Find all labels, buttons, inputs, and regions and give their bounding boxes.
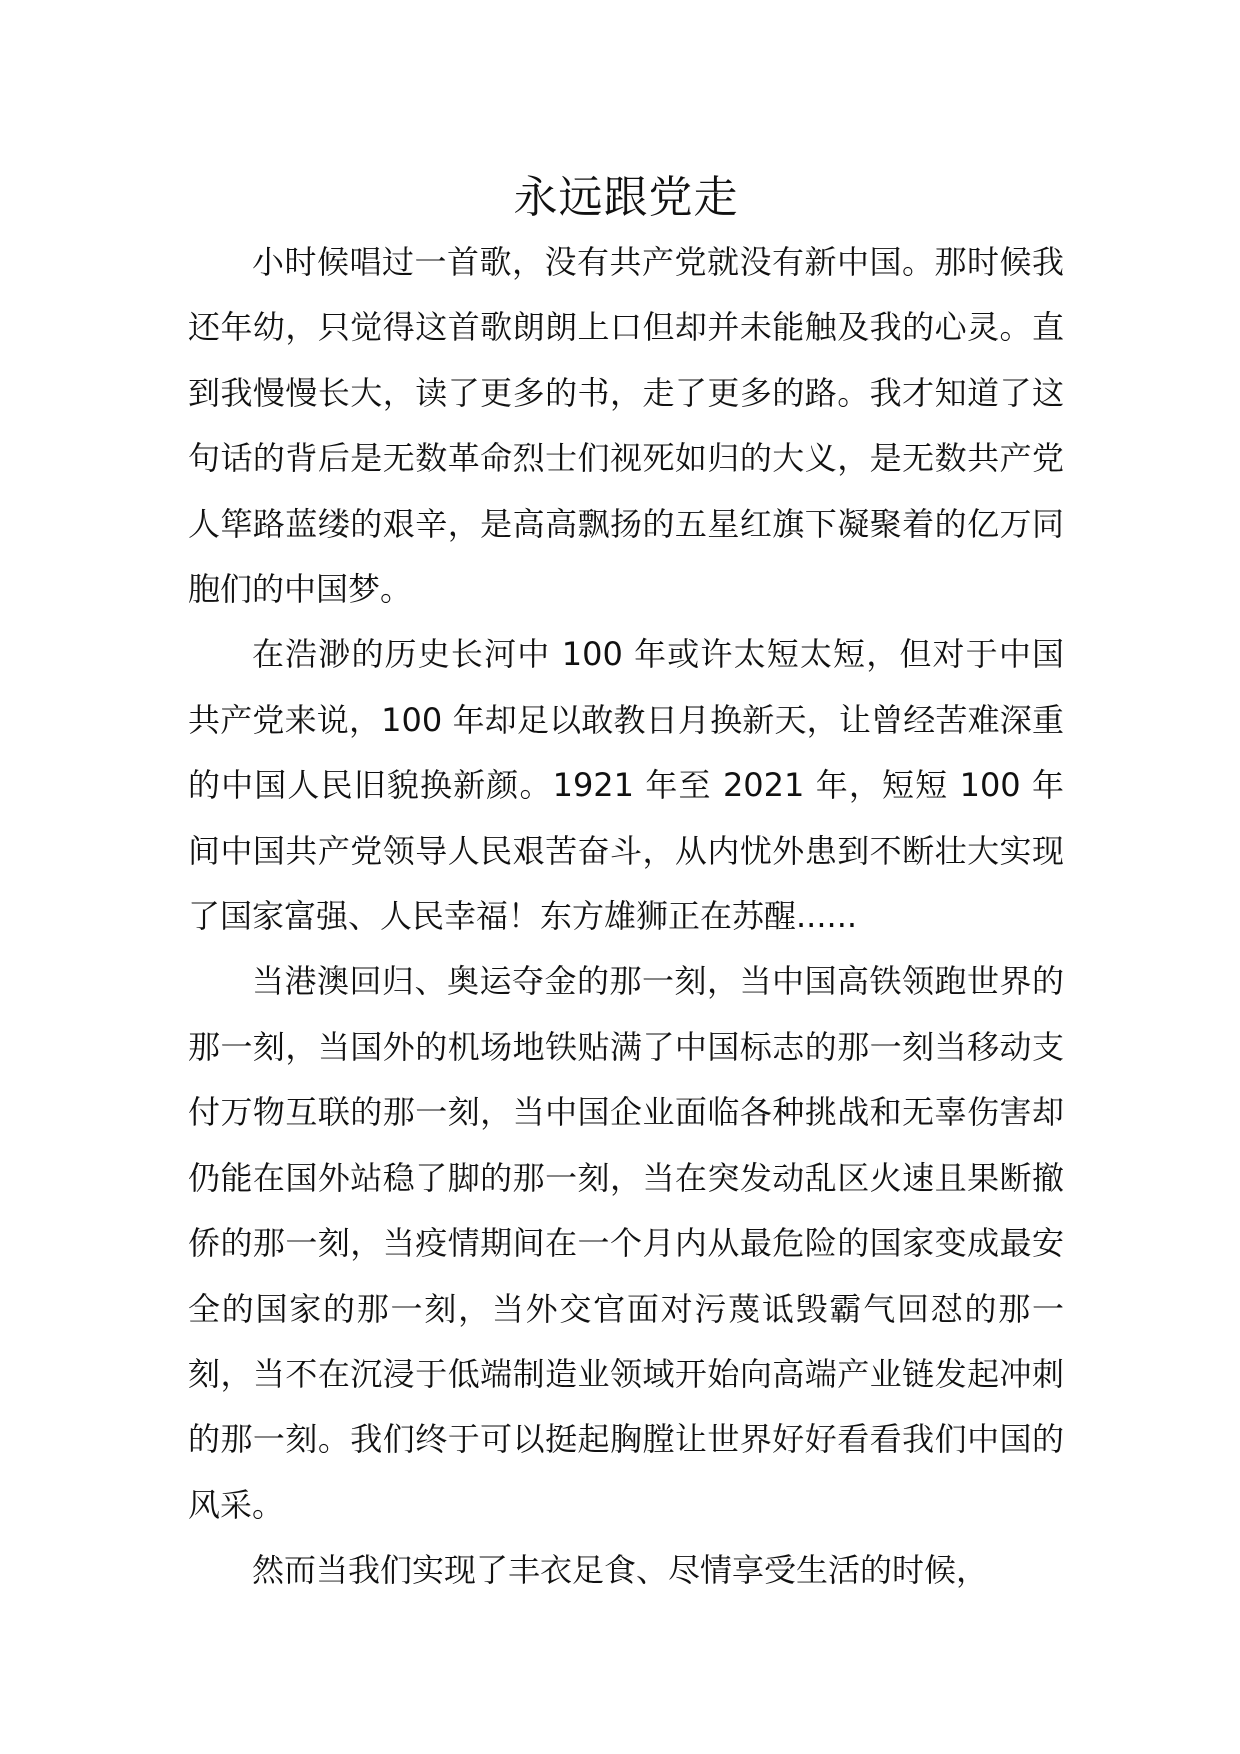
paragraph-3: 当港澳回归、奥运夺金的那一刻，当中国高铁领跑世界的那一刻，当国外的机场地铁贴满了中国标志的那一刻当移动支付万物互联的那一刻，当中国企业面临各种挑战和无辜伤害却仍能在国外站稳了脚的那一刻，当在突发动乱区火速且果断撤侨的那一刻，当疫情期间在一个月内从最危险的国家变成最安全的国家的那一刻，当外交官面对污蔑诋毁霸气回怼的那一刻，当不在沉浸于低端制造业领域开始向高端产业链发起冲刺的那一刻。我们终于可以挺起胸膛让世界好好看看我们中国的风采。 xyxy=(188,962,1064,1524)
paragraph-2: 在浩渺的历史长河中 100 年或许太短太短，但对于中国共产党来说，100 年却足以敢教日月换新天，让曾经苦难深重的中国人民旧貌换新颜。1921 年至 2021 年，短短 100 年间中国共产党领导人民艰苦奋斗，从内忧外患到不断壮大实现了国家富强、人民幸福！东方雄狮正在苏醒...... xyxy=(188,635,1064,936)
document-title: 永远跟党走 xyxy=(513,172,739,223)
document-page xyxy=(188,166,1064,1604)
paragraph-1: 小时候唱过一首歌，没有共产党就没有新中国。那时候我还年幼，只觉得这首歌朗朗上口但却并未能触及我的心灵。直到我慢慢长大，读了更多的书，走了更多的路。我才知道了这句话的背后是无数革命烈士们视死如归的大义，是无数共产党人筚路蓝缕的艰辛，是高高飘扬的五星红旗下凝聚着的亿万同胞们的中国梦。 xyxy=(188,243,1064,609)
paragraph-4: 然而当我们实现了丰衣足食、尽情享受生活的时候， xyxy=(252,1551,989,1590)
